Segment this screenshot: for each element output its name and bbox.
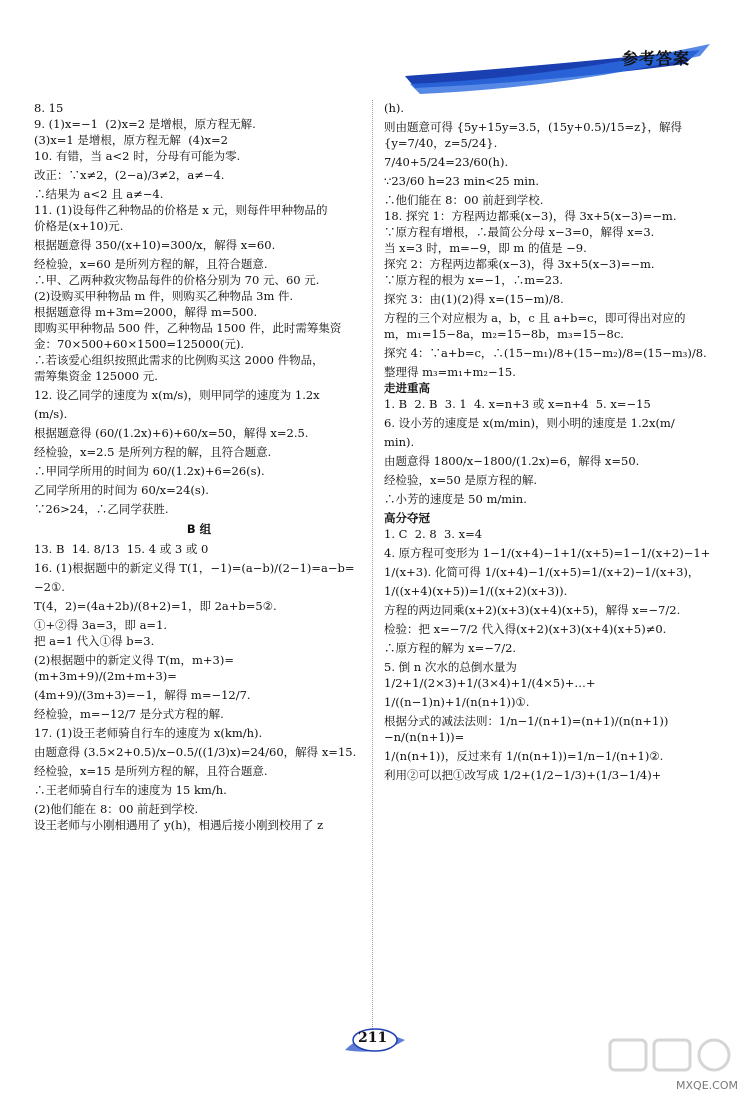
answer-line: 4. 原方程可变形为 1−1/(x+4)−1+1/(x+5)=1−1/(x+2)−1+ bbox=[384, 546, 711, 560]
answer-line: (h). bbox=[384, 101, 405, 115]
answer-line: 12. 设乙同学的速度为 x(m/s)，则甲同学的速度为 1.2x bbox=[34, 388, 320, 402]
answer-line: 6. 设小芳的速度是 x(m/min)，则小明的速度是 1.2x(m/ bbox=[384, 416, 675, 430]
answer-line: 16. (1)根据题中的新定义得 T(1，−1)=(a−b)/(2−1)=a−b= bbox=[34, 561, 355, 575]
answer-line: 探究 2：方程两边都乘(x−3)，得 3x+5(x−3)=−m. bbox=[384, 257, 655, 271]
answer-line: 1/(x+3). 化简可得 1/(x+4)−1/(x+5)=1/(x+2)−1/(x+3)， bbox=[384, 565, 700, 579]
answer-line: 1. C 2. 8 3. x=4 bbox=[384, 527, 483, 541]
answer-line: 11. (1)设每件乙种物品的价格是 x 元，则每件甲种物品的 bbox=[34, 203, 328, 217]
answer-line: m，m₁=15−8a，m₂=15−8b，m₃=15−8c. bbox=[384, 327, 624, 341]
answer-line: 方程的两边同乘(x+2)(x+3)(x+4)(x+5)，解得 x=−7/2. bbox=[384, 603, 681, 617]
answer-line: ∴小芳的速度是 50 m/min. bbox=[384, 492, 527, 506]
answer-line: 9. (1)x=−1 (2)x=2 是增根，原方程无解. bbox=[34, 117, 256, 131]
answer-line: 13. B 14. 8/13 15. 4 或 3 或 0 bbox=[34, 542, 209, 556]
answer-line: ∴他们能在 8：00 前赶到学校. bbox=[384, 193, 544, 207]
answer-line: ∵原方程的根为 x=−1，∴m=23. bbox=[384, 273, 564, 287]
answer-line: 当 x=3 时，m=−9，即 m 的值是 −9. bbox=[384, 241, 587, 255]
answer-line: 经检验，x=15 是所列方程的解，且符合题意. bbox=[34, 764, 268, 778]
subsection-heading: 高分夺冠 bbox=[384, 511, 430, 525]
answer-line: 根据题意得 (60/(1.2x)+6)+60/x=50，解得 x=2.5. bbox=[34, 426, 309, 440]
answer-line: (m/s). bbox=[34, 407, 68, 421]
answer-line: 整理得 m₃=m₁+m₂−15. bbox=[384, 365, 516, 379]
answer-line: 金：70×500+60×1500=125000(元). bbox=[34, 337, 245, 351]
answer-line: 经检验，x=2.5 是所列方程的解，且符合题意. bbox=[34, 445, 272, 459]
answer-line: (4m+9)/(3m+3)=−1，解得 m=−12/7. bbox=[34, 688, 251, 702]
answer-line: 7/40+5/24=23/60(h). bbox=[384, 155, 509, 169]
answer-line: 价格是(x+10)元. bbox=[34, 219, 124, 233]
page-header bbox=[400, 38, 730, 108]
answer-line: (3)x=1 是增根，原方程无解 (4)x=2 bbox=[34, 133, 228, 147]
answer-line: 5. 倒 n 次水的总倒水量为 1/2+1/(2×3)+1/(3×4)+1/(4×5)+…+ bbox=[384, 660, 596, 690]
answer-line: 根据题意得 m+3m=2000，解得 m=500. bbox=[34, 305, 258, 319]
answer-line: 由题意得 (3.5×2+0.5)/x−0.5/((1/3)x)=24/60，解得 x=15. bbox=[34, 745, 357, 759]
subsection-heading: 走进重高 bbox=[384, 381, 430, 395]
page-number-badge bbox=[340, 1020, 410, 1060]
answer-line: 设王老师与小刚相遇用了 y(h)，相遇后接小刚到校用了 z bbox=[34, 818, 324, 832]
answer-line: 经检验，x=60 是所列方程的解，且符合题意. bbox=[34, 257, 268, 271]
answer-line: (2)设购买甲种物品 m 件，则购买乙种物品 3m 件. bbox=[34, 289, 294, 303]
answer-line: 经检验，x=50 是原方程的解. bbox=[384, 473, 538, 487]
answer-line: ∵原方程有增根，∴最简公分母 x−3=0，解得 x=3. bbox=[384, 225, 655, 239]
answer-line: 探究 3：由(1)(2)得 x=(15−m)/8. bbox=[384, 292, 564, 306]
answer-line: ∴若该爱心组织按照此需求的比例购买这 2000 件物品， bbox=[34, 353, 324, 367]
answer-line: 根据分式的减法法则：1/n−1/(n+1)=(n+1)/(n(n+1))−n/(n(n+1))= bbox=[384, 714, 669, 744]
answer-line: ∵23/60 h=23 min<25 min. bbox=[384, 174, 540, 188]
answer-line: 探究 4：∵a+b=c，∴(15−m₁)/8+(15−m₂)/8=(15−m₃)/8. bbox=[384, 346, 707, 360]
answer-line: 利用②可以把①改写成 1/2+(1/2−1/3)+(1/3−1/4)+ bbox=[384, 768, 662, 782]
answer-line: ①+②得 3a=3，即 a=1. bbox=[34, 618, 168, 632]
answer-line: ∴结果为 a<2 且 a≠−4. bbox=[34, 187, 164, 201]
answer-line: (2)他们能在 8：00 前赶到学校. bbox=[34, 802, 199, 816]
answer-line: 改正：∵x≠2，(2−a)/3≠2，a≠−4. bbox=[34, 168, 225, 182]
answer-line: 1. B 2. B 3. 1 4. x=n+3 或 x=n+4 5. x=−15 bbox=[384, 397, 651, 411]
column-divider bbox=[372, 100, 373, 1045]
answer-line: 18. 探究 1：方程两边都乘(x−3)，得 3x+5(x−3)=−m. bbox=[384, 209, 677, 223]
answer-line: 经检验，m=−12/7 是分式方程的解. bbox=[34, 707, 224, 721]
page-number: 211 bbox=[358, 1030, 388, 1046]
answer-line: 17. (1)设王老师骑自行车的速度为 x(km/h). bbox=[34, 726, 263, 740]
answer-line: 1/(n(n+1))，反过来有 1/(n(n+1))=1/n−1/(n+1)②. bbox=[384, 749, 664, 763]
answer-line: 检验：把 x=−7/2 代入得(x+2)(x+3)(x+4)(x+5)≠0. bbox=[384, 622, 667, 636]
answer-line: ∵26>24，∴乙同学获胜. bbox=[34, 502, 169, 516]
answer-line: 把 a=1 代入①得 b=3. bbox=[34, 634, 155, 648]
answer-line: 1/((x+4)(x+5))=1/((x+2)(x+3)). bbox=[384, 584, 568, 598]
answer-line: 由题意得 1800/x−1800/(1.2x)=6，解得 x=50. bbox=[384, 454, 640, 468]
watermark-text: MXQE.COM bbox=[676, 1079, 738, 1092]
answer-line: 10. 有错，当 a<2 时，分母有可能为零. bbox=[34, 149, 241, 163]
right-column bbox=[384, 100, 720, 786]
section-heading: B 组 bbox=[186, 522, 212, 536]
answer-line: 则由题意可得 {5y+15y=3.5，(15y+0.5)/15=z}，解得 {y=7/40，z=5/24}. bbox=[384, 120, 686, 150]
answer-line: 方程的三个对应根为 a，b，c 且 a+b=c，即可得出对应的 bbox=[384, 311, 686, 325]
answer-line: ∴甲、乙两种救灾物品每件的价格分别为 70 元、60 元. bbox=[34, 273, 320, 287]
header-title: 参考答案 bbox=[621, 49, 690, 68]
answer-line: 即购买甲种物品 500 件，乙种物品 1500 件，此时需筹集资 bbox=[34, 321, 342, 335]
left-column bbox=[34, 100, 364, 833]
answer-line: ∴王老师骑自行车的速度为 15 km/h. bbox=[34, 783, 227, 797]
answer-line: 1/((n−1)n)+1/(n(n+1))①. bbox=[384, 695, 530, 709]
answer-line: ∴原方程的解为 x=−7/2. bbox=[384, 641, 517, 655]
answer-line: 8. 15 bbox=[34, 101, 64, 115]
answer-line: min). bbox=[384, 435, 415, 449]
answer-line: 需筹集资金 125000 元. bbox=[34, 369, 158, 383]
answer-line: T(4，2)=(4a+2b)/(8+2)=1，即 2a+b=5②. bbox=[34, 599, 277, 613]
answer-line: −2①. bbox=[34, 580, 65, 594]
answer-line: 根据题意得 350/(x+10)=300/x，解得 x=60. bbox=[34, 238, 276, 252]
answer-line: 乙同学所用的时间为 60/x=24(s). bbox=[34, 483, 209, 497]
answer-line: ∴甲同学所用的时间为 60/(1.2x)+6=26(s). bbox=[34, 464, 265, 478]
answer-line: (2)根据题中的新定义得 T(m，m+3)=(m+3m+9)/(2m+m+3)= bbox=[34, 653, 234, 683]
